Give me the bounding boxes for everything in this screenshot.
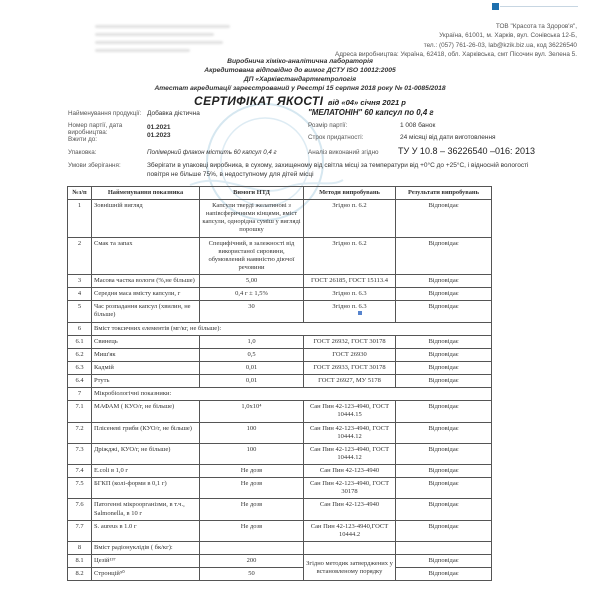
- header-methods: Методи випробувань: [304, 187, 396, 200]
- cell-method: Сан Пин 42-123-4940: [304, 465, 396, 478]
- batch-label-line2: виробництва:: [68, 129, 108, 136]
- table-row: [68, 322, 492, 335]
- cell-result: Відповідає: [396, 520, 492, 541]
- cell-requirement: 5,00: [200, 275, 304, 288]
- cell-indicator: Масова частка вологи (%,не більше): [92, 275, 200, 288]
- cell-indicator: Патогенні мікроорганізми, в т.ч., Salmonella, в 10 г: [92, 499, 200, 520]
- cell-indicator: БГКП (колі-форми в 0,1 г): [92, 478, 200, 499]
- cell-method: Сан Пин 42-123-4940, ГОСТ 30178: [304, 478, 396, 499]
- document-title-line: [0, 92, 600, 110]
- use-by-value: 01.2023: [147, 132, 171, 139]
- package-label: Упаковка:: [68, 149, 97, 156]
- table-row: [68, 200, 492, 238]
- cell-result: Відповідає: [396, 335, 492, 348]
- cell-method: ГОСТ 26933, ГОСТ 30178: [304, 361, 396, 374]
- storage-label: Умови зберігання:: [68, 162, 121, 169]
- cell-requirement: 1,0х10⁴: [200, 401, 304, 422]
- cell-result: Відповідає: [396, 237, 492, 275]
- cell-method: ГОСТ 26185, ГОСТ 15113.4: [304, 275, 396, 288]
- table-row: [68, 275, 492, 288]
- cell-result: Відповідає: [396, 288, 492, 301]
- cell-requirement: Не дозв: [200, 478, 304, 499]
- cell-number: 8.2: [68, 568, 92, 581]
- table-row: [68, 401, 492, 422]
- cell-indicator: Свинець: [92, 335, 200, 348]
- blue-corner-line: [500, 6, 578, 7]
- table-row: [68, 541, 492, 554]
- cell-result: Відповідає: [396, 443, 492, 464]
- cell-number: 5: [68, 301, 92, 322]
- use-by-label: Вжити до:: [68, 136, 98, 143]
- cell-number: 3: [68, 275, 92, 288]
- table-row: [68, 288, 492, 301]
- cell-requirement: [200, 541, 304, 554]
- blue-corner-marker: [492, 3, 499, 10]
- table-row: [68, 361, 492, 374]
- cell-number: 7.4: [68, 465, 92, 478]
- metrology-body: ДП «Харківстандартметрологія: [243, 76, 357, 84]
- table-row: [68, 555, 492, 568]
- cell-result: [396, 541, 492, 554]
- cell-indicator: Плісеневі гриби (КУО/г, не більше): [92, 422, 200, 443]
- cell-result: Відповідає: [396, 478, 492, 499]
- table-row: [68, 478, 492, 499]
- cell-result: Відповідає: [396, 200, 492, 238]
- cell-requirement: Не дозв: [200, 465, 304, 478]
- table-row: [68, 465, 492, 478]
- cell-result: Відповідає: [396, 361, 492, 374]
- cell-indicator: Смак та запах: [92, 237, 200, 275]
- header-num: №з/п: [68, 187, 92, 200]
- cell-requirement: Не дозв: [200, 499, 304, 520]
- header-results: Результати випробувань: [396, 187, 492, 200]
- cell-result: Відповідає: [396, 275, 492, 288]
- cell-number: 7.7: [68, 520, 92, 541]
- table-row: [68, 348, 492, 361]
- cell-number: 2: [68, 237, 92, 275]
- cell-number: 6.1: [68, 335, 92, 348]
- cell-result: Відповідає: [396, 401, 492, 422]
- cell-number: 4: [68, 288, 92, 301]
- cell-indicator: S. aureus в 1.0 г: [92, 520, 200, 541]
- batch-label-line1: Номер партії, дата: [68, 122, 123, 129]
- cell-requirement: 0,01: [200, 361, 304, 374]
- table-row: [68, 301, 492, 322]
- specification-table: [67, 186, 492, 581]
- company-contacts: тел.: (057) 761-26-03, lab@kzik.biz.ua, код 36226540: [423, 41, 577, 49]
- cell-requirement: 1,0: [200, 335, 304, 348]
- cell-requirement: 0,4 г ± 1,5%: [200, 288, 304, 301]
- accreditation-block: [0, 57, 600, 93]
- cell-number: 7.5: [68, 478, 92, 499]
- cell-requirement: 0,01: [200, 375, 304, 388]
- cell-indicator: Миш'як: [92, 348, 200, 361]
- cell-result: Відповідає: [396, 568, 492, 581]
- cell-number: 6.2: [68, 348, 92, 361]
- cell-indicator: E.coli в 1,0 г: [92, 465, 200, 478]
- table-row: [68, 422, 492, 443]
- analysis-label: Аналіз виконаний згідно: [308, 149, 379, 156]
- cell-number: 8: [68, 541, 92, 554]
- cell-result: Відповідає: [396, 301, 492, 322]
- cell-result: Відповідає: [396, 465, 492, 478]
- cell-method: Сан Пин 42-123-4940, ГОСТ 10444.12: [304, 422, 396, 443]
- table-row: [68, 568, 492, 581]
- table-row: [68, 499, 492, 520]
- cell-method: Сан Пин 42-123-4940, ГОСТ 10444.12: [304, 443, 396, 464]
- table-row: [68, 443, 492, 464]
- document-title: СЕРТИФІКАТ ЯКОСТІ: [194, 94, 324, 108]
- cell-section-title: Вміст токсичних елементів (мг/кг, не більше):: [92, 322, 492, 335]
- shelf-life-label: Строк придатності:: [308, 134, 364, 141]
- cell-requirement: 50: [200, 568, 304, 581]
- cell-number: 7.3: [68, 443, 92, 464]
- cell-method: Згідно п. 6.3: [304, 301, 396, 322]
- cell-result: Відповідає: [396, 422, 492, 443]
- table-row: [68, 335, 492, 348]
- cell-method: ГОСТ 26927, МУ 5178: [304, 375, 396, 388]
- accreditation-standard: Акредитована відповідно до вимог ДСТУ ISO 10012:2005: [204, 67, 396, 75]
- cell-method: ГОСТ 26932, ГОСТ 30178: [304, 335, 396, 348]
- cell-requirement: 100: [200, 443, 304, 464]
- cell-number: 7.1: [68, 401, 92, 422]
- product-name-value: "МЕЛАТОНІН" 60 капсул по 0,4 г: [308, 108, 434, 117]
- cell-indicator: Середня маса вмісту капсули, г: [92, 288, 200, 301]
- table-row: [68, 388, 492, 401]
- cell-number: 6.3: [68, 361, 92, 374]
- cell-indicator: Стронцій⁹⁰: [92, 568, 200, 581]
- analysis-standard-value: ТУ У 10.8 – 36226540 –016: 2013: [398, 146, 536, 156]
- cell-number: 6: [68, 322, 92, 335]
- cell-method: Сан Пин 42-123-4940: [304, 499, 396, 520]
- cell-method: Сан Пин 42-123-4940, ГОСТ 10444.15: [304, 401, 396, 422]
- cell-method: [304, 541, 396, 554]
- company-name: ТОВ "Красота та Здоров'я",: [495, 23, 577, 30]
- cell-indicator: Дріжджі, КУО/г, не більше): [92, 443, 200, 464]
- cell-indicator: Вміст радіонуклідів ( бк/кг):: [92, 541, 200, 554]
- cell-requirement: 0,5: [200, 348, 304, 361]
- document-date: від «04» січня 2021 р: [327, 98, 406, 107]
- cell-result: Відповідає: [396, 375, 492, 388]
- company-address: Україна, 61001, м. Харків, вул. Сонівська 12-Б,: [439, 32, 577, 40]
- accreditation-certificate: Атестат акредитації зареєстрований у Реєстрі 15 серпня 2018 року № 01-0085/2018: [154, 85, 446, 93]
- production-address: Адреса виробництва: Україна, 62418, обл. Харківська, смт Пісочин вул. Зелена 5.: [334, 50, 577, 58]
- cell-number: 7.6: [68, 499, 92, 520]
- header-requirements: Вимоги НТД: [200, 187, 304, 200]
- company-address-block: [335, 22, 577, 59]
- header-indicator: Найменування показника: [92, 187, 200, 200]
- batch-number-value: 01.2021: [147, 124, 171, 131]
- cell-number: 1: [68, 200, 92, 238]
- product-type-value: Добавка дієтична: [147, 110, 200, 117]
- package-value: Полімерний флакон містить 60 капсул 0,4 г: [147, 149, 277, 156]
- cell-requirement: 100: [200, 422, 304, 443]
- cell-method: ГОСТ 26930: [304, 348, 396, 361]
- cell-requirement: Специфічний, в залежності від використаної сировини, обумовлений наявністю діючої речовини: [200, 237, 304, 275]
- bleed-through-ghost-text: [95, 25, 230, 57]
- cell-method: Згідно п. 6.3: [304, 288, 396, 301]
- cell-indicator: Зовнішній вигляд: [92, 200, 200, 238]
- batch-size-value: 1 008 банок: [400, 122, 436, 129]
- cell-indicator: Цезій¹³⁷: [92, 555, 200, 568]
- cell-indicator: Кадмій: [92, 361, 200, 374]
- table-row: [68, 375, 492, 388]
- cell-method: Згідно методик затверджених у встановленому порядку: [304, 555, 396, 581]
- batch-size-label: Розмір партії:: [308, 122, 348, 129]
- cell-indicator: Ртуть: [92, 375, 200, 388]
- table-body: [68, 200, 492, 581]
- cell-result: Відповідає: [396, 348, 492, 361]
- cell-requirement: 30: [200, 301, 304, 322]
- cell-method: Згідно п. 6.2: [304, 237, 396, 275]
- cell-section-title: Мікробіологічні показники:: [92, 388, 492, 401]
- cell-number: 6.4: [68, 375, 92, 388]
- cell-requirement: Капсули тверді желатинові з напівсферичними кінцями, вміст капсули, однорідна суміш у вигляді порошку: [200, 200, 304, 238]
- cell-number: 7.2: [68, 422, 92, 443]
- cell-requirement: Не дозв: [200, 520, 304, 541]
- cell-requirement: 200: [200, 555, 304, 568]
- cell-number: 8.1: [68, 555, 92, 568]
- cell-method: Згідно п. 6.2: [304, 200, 396, 238]
- product-name-label: Найменування продукції:: [68, 110, 142, 117]
- cell-indicator: МАФАМ ( КУО/г, не більше): [92, 401, 200, 422]
- storage-value: Зберігати в упаковці виробника, в сухому, захищеному від світла місці за температури від +0°С до +25°С, і відносній вологості повітря не більше 75%, в недоступному для дітей місці: [147, 162, 529, 178]
- shelf-life-value: 24 місяці від дати виготовлення: [400, 134, 496, 141]
- cell-method: Сан Пин 42-123-4940,ГОСТ 10444.2: [304, 520, 396, 541]
- table-row: [68, 237, 492, 275]
- table-header-row: [68, 187, 492, 200]
- cell-result: Відповідає: [396, 555, 492, 568]
- cell-result: Відповідає: [396, 499, 492, 520]
- cell-indicator: Час розпадання капсул (хвилин, не більше): [92, 301, 200, 322]
- table-row: [68, 520, 492, 541]
- lab-name: Виробнича хіміко-аналітична лабораторія: [227, 58, 373, 65]
- cell-number: 7: [68, 388, 92, 401]
